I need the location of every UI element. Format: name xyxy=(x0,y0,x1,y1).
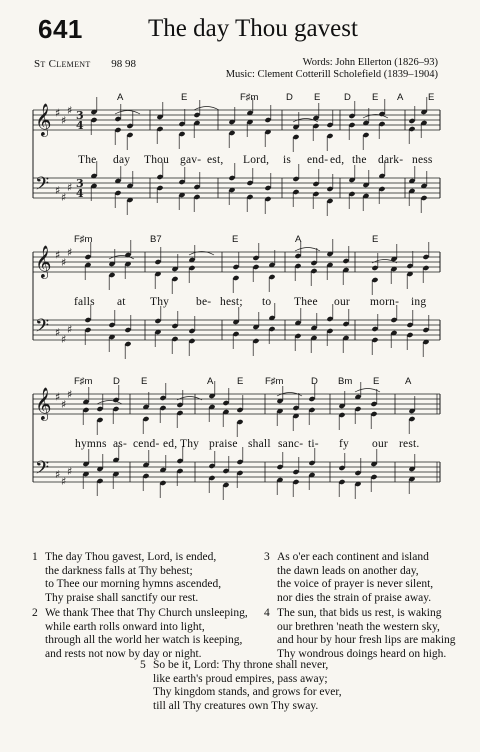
chord-symbol: D xyxy=(286,92,293,103)
hymn-title: The day Thou gavest xyxy=(148,15,358,42)
svg-text:3: 3 xyxy=(76,177,84,190)
hymn-number: 641 xyxy=(38,14,83,44)
chord-symbol: A xyxy=(295,234,302,245)
lyric-syllable: is xyxy=(283,154,292,166)
svg-text:𝄞: 𝄞 xyxy=(35,103,52,136)
svg-text:♯: ♯ xyxy=(55,248,61,262)
chord-symbol: A xyxy=(117,92,124,103)
lyric-syllable: shall xyxy=(248,438,271,450)
lyric-syllable: Lord, xyxy=(243,154,270,166)
verse-line: through all the world her watch is keeping, xyxy=(45,634,243,646)
tune-name: St Clement xyxy=(34,58,91,70)
verse-line: So be it, Lord: Thy throne shall never, xyxy=(153,659,329,671)
lyric-syllable: cend- xyxy=(133,438,160,450)
tune-meter: 98 98 xyxy=(111,58,137,70)
verse-line: the darkness falls at Thy behest; xyxy=(45,564,193,577)
chord-symbol: E xyxy=(141,376,148,387)
lyric-syllable: end- xyxy=(307,154,329,166)
music-system-1 xyxy=(0,92,480,224)
lyric-syllable: fy xyxy=(339,438,349,450)
lyric-syllable: morn- xyxy=(370,296,400,308)
verse-lines xyxy=(153,659,342,713)
verse-line: As o'er each continent and island xyxy=(277,551,429,563)
chord-symbol: E xyxy=(237,376,244,387)
chord-symbol: E xyxy=(372,92,379,103)
svg-text:♯: ♯ xyxy=(61,398,67,411)
lyric-syllable: to xyxy=(262,296,272,308)
svg-text:4: 4 xyxy=(76,187,84,200)
lyric-syllable: falls xyxy=(74,296,95,308)
chord-symbol: E xyxy=(372,234,379,245)
verse-number: 2 xyxy=(32,607,38,619)
chord-symbol: D xyxy=(344,92,351,103)
lyric-syllable: our xyxy=(372,438,388,450)
lyric-syllable: our xyxy=(334,296,350,308)
lyric-syllable: sanc- xyxy=(278,438,304,450)
verse-line: till all Thy creatures own Thy sway. xyxy=(153,699,319,712)
lyric-syllable: hest; xyxy=(220,296,243,308)
lyric-syllable: at xyxy=(117,296,126,308)
verse-line: nor dies the strain of praise away. xyxy=(277,591,432,604)
lyric-syllable: gav- xyxy=(180,154,202,166)
chord-symbol: E xyxy=(428,92,435,103)
chord-symbol: E xyxy=(373,376,380,387)
music-system-3 xyxy=(0,376,480,508)
svg-text:♯: ♯ xyxy=(61,191,67,204)
lyric-syllable: ing xyxy=(411,296,427,308)
svg-text:𝄢: 𝄢 xyxy=(35,174,50,199)
verse-number: 1 xyxy=(32,551,38,563)
lyric-syllable: rest. xyxy=(399,438,420,450)
verse-line: The day Thou gavest, Lord, is ended, xyxy=(45,551,217,563)
verse-line: Thy wondrous doings heard on high. xyxy=(277,647,447,660)
svg-text:♯: ♯ xyxy=(55,106,61,120)
svg-text:♯: ♯ xyxy=(61,256,67,269)
lyric-syllable: hymns xyxy=(75,438,107,450)
lyric-syllable: the xyxy=(352,154,367,166)
verse-line: like earth's proud empires, pass away; xyxy=(153,672,328,685)
lyric-syllable: Thy xyxy=(150,296,170,308)
svg-text:3: 3 xyxy=(76,109,84,122)
verse-line: The sun, that bids us rest, is waking xyxy=(277,607,442,619)
chord-symbol: E xyxy=(314,92,321,103)
chord-symbol: D xyxy=(113,376,120,387)
chord-symbol: E xyxy=(232,234,239,245)
svg-text:♯: ♯ xyxy=(61,333,67,346)
verse-line: while earth rolls onward into light, xyxy=(45,620,205,633)
svg-text:♯: ♯ xyxy=(55,390,61,404)
svg-text:𝄞: 𝄞 xyxy=(35,245,52,278)
music-credit: Music: Clement Cotterill Scholefield (1839–1904) xyxy=(225,69,438,80)
verse-line: to Thee our morning hymns ascended, xyxy=(45,578,222,590)
verse-line: our brethren 'neath the western sky, xyxy=(277,620,440,633)
verse-line: and rests not now by day or night. xyxy=(45,647,202,660)
lyric-syllable: day xyxy=(113,154,131,166)
staff-svg xyxy=(0,92,480,224)
credits xyxy=(226,57,438,81)
chord-symbol: A xyxy=(405,376,412,387)
lyric-syllable: Thou xyxy=(144,154,170,166)
verse-lines xyxy=(45,551,221,605)
chord-symbol: D xyxy=(311,376,318,387)
svg-text:𝄢: 𝄢 xyxy=(35,316,50,341)
lyric-syllable: ed, xyxy=(330,154,345,166)
chord-symbol: F♯m xyxy=(240,92,259,103)
svg-text:♯: ♯ xyxy=(61,475,67,488)
chord-symbol: F♯m xyxy=(74,376,93,387)
lyric-syllable: as- xyxy=(113,438,128,450)
chord-symbol: F♯m xyxy=(74,234,93,245)
verse-line: Thy kingdom stands, and grows for ever, xyxy=(153,686,342,698)
tune-line xyxy=(34,58,136,70)
lyric-syllable: ed, xyxy=(163,438,178,450)
svg-text:♯: ♯ xyxy=(67,465,73,478)
chord-symbol: A xyxy=(207,376,214,387)
lyric-syllable: The xyxy=(78,154,97,166)
lyric-syllable: dark- xyxy=(378,154,404,166)
lyric-syllable: praise xyxy=(209,438,238,450)
svg-text:♯: ♯ xyxy=(55,326,61,339)
verse-line: and hour by hour fresh lips are making xyxy=(277,634,456,646)
svg-text:♯: ♯ xyxy=(61,114,67,127)
words-credit: Words: John Ellerton (1826–93) xyxy=(302,57,438,68)
verse-line: We thank Thee that Thy Church unsleeping, xyxy=(45,607,248,619)
svg-text:♯: ♯ xyxy=(55,184,61,197)
verse-number: 4 xyxy=(264,607,270,619)
chord-symbol: B7 xyxy=(150,234,162,245)
svg-text:4: 4 xyxy=(76,119,84,132)
svg-text:♯: ♯ xyxy=(67,388,73,401)
lyric-syllable: Thee xyxy=(294,296,318,308)
chord-symbol: E xyxy=(181,92,188,103)
svg-text:♯: ♯ xyxy=(67,181,73,194)
svg-text:♯: ♯ xyxy=(67,104,73,117)
chord-symbol: Bm xyxy=(338,376,353,387)
svg-text:𝄢: 𝄢 xyxy=(35,458,50,483)
music-system-2 xyxy=(0,234,480,366)
verse-lines xyxy=(45,607,248,661)
verse-line: the voice of prayer is never silent, xyxy=(277,578,434,590)
chord-symbol: F♯m xyxy=(265,376,284,387)
lyric-syllable: be- xyxy=(196,296,212,308)
verse-number: 5 xyxy=(140,659,146,671)
lyric-syllable: est, xyxy=(207,154,224,166)
verse-lines xyxy=(277,551,433,605)
svg-text:♯: ♯ xyxy=(67,246,73,259)
verse-lines xyxy=(277,607,456,661)
lyric-syllable: ti- xyxy=(308,438,319,450)
svg-text:♯: ♯ xyxy=(67,323,73,336)
verse-line: Thy praise shall sanctify our rest. xyxy=(45,591,199,604)
svg-text:𝄞: 𝄞 xyxy=(35,387,52,420)
verse-number: 3 xyxy=(264,551,270,563)
chord-symbol: A xyxy=(397,92,404,103)
svg-text:♯: ♯ xyxy=(55,468,61,481)
verse-line: the dawn leads on another day, xyxy=(277,564,419,577)
lyric-syllable: ness xyxy=(412,154,433,166)
lyric-syllable: Thy xyxy=(180,438,200,450)
